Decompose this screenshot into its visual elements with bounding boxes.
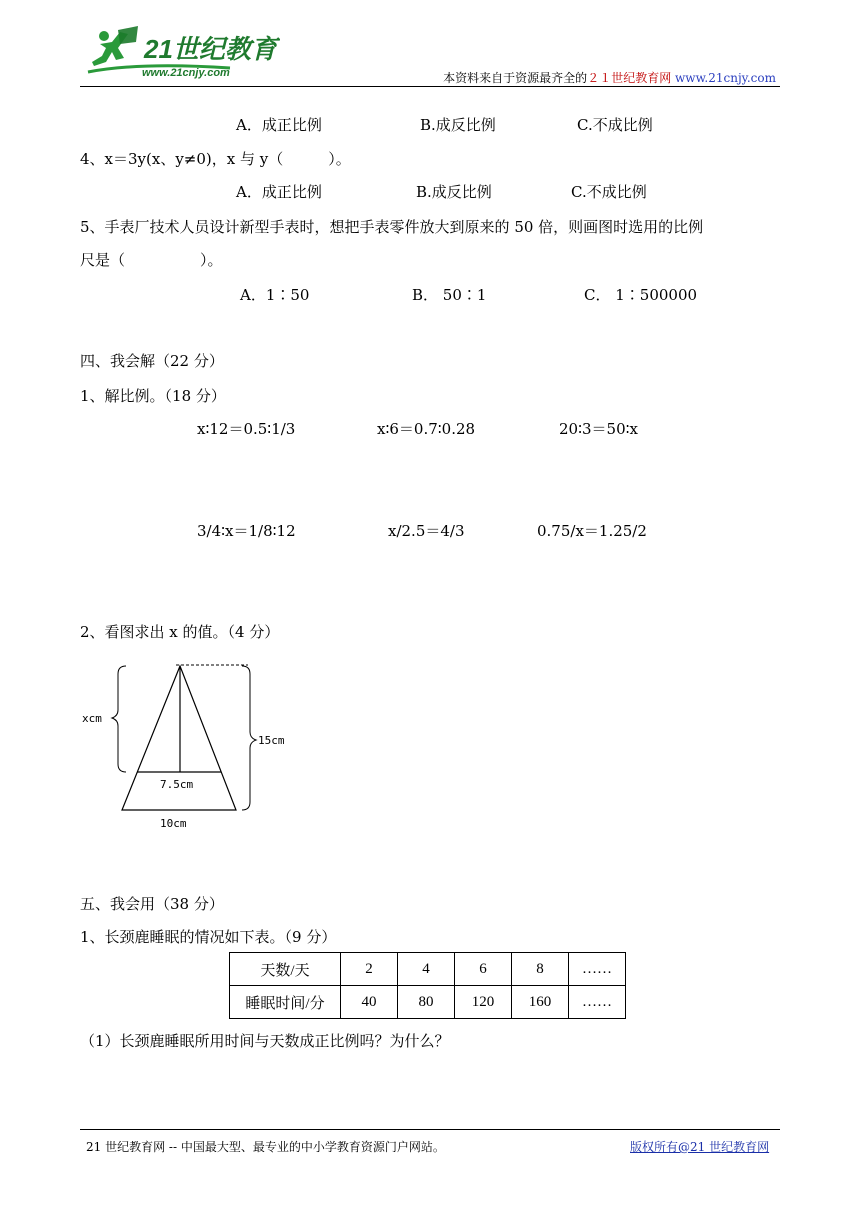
section5-sub1: （1）长颈鹿睡眠所用时间与天数成正比例吗？为什么？ (80, 1032, 450, 1050)
q5-option-c: C． 1∶500000 (584, 286, 698, 304)
section5-q1-title: 1、长颈鹿睡眠的情况如下表。（9 分） (80, 928, 337, 946)
header-note-prefix: 本资料来自于资源最齐全的 (443, 71, 588, 85)
equation-6: 0.75/x＝1.25/2 (537, 522, 647, 540)
logo-url: www.21cnjy.com (142, 67, 230, 79)
table-cell: 天数/天 (230, 953, 341, 986)
header-note (443, 69, 776, 86)
table-cell: …… (569, 953, 626, 986)
q3-option-b: B.成反比例 (420, 116, 496, 134)
equation-2: x∶6＝0.7∶0.28 (377, 420, 476, 438)
table-cell: 120 (455, 986, 512, 1019)
q4-option-b: B.成反比例 (416, 183, 492, 201)
footer-text: 21 世纪教育网 -- 中国最大型、最专业的中小学教育资源门户网站。 (86, 1140, 445, 1154)
q5-option-b: B． 50∶1 (412, 286, 487, 304)
equation-5: x/2.5＝4/3 (388, 522, 465, 540)
header-rule (80, 86, 780, 87)
table-cell: 80 (398, 986, 455, 1019)
triangle-figure (80, 660, 320, 840)
header-note-brand: ２１世纪教育网 (587, 71, 672, 85)
q3-option-c: C.不成比例 (577, 116, 653, 134)
q5-stem-line2: 尺是（ ）。 (80, 251, 223, 269)
header-note-site[interactable]: www.21cnjy.com (675, 71, 776, 85)
left-brace (112, 666, 126, 772)
runner-logo-icon (80, 22, 280, 82)
table-row (230, 953, 626, 986)
q3-option-a: A．成正比例 (236, 116, 322, 134)
site-logo (80, 22, 280, 82)
footer-rule (80, 1129, 780, 1130)
label-x: xcm (82, 712, 102, 725)
footer-copyright-link[interactable]: 版权所有@21 世纪教育网 (630, 1140, 770, 1154)
table-cell: 睡眠时间/分 (230, 986, 341, 1019)
q4-option-a: A．成正比例 (236, 183, 322, 201)
table-cell: 6 (455, 953, 512, 986)
table-cell: 4 (398, 953, 455, 986)
table-cell: 160 (512, 986, 569, 1019)
table-row (230, 986, 626, 1019)
sleep-table (229, 952, 626, 1019)
q5-stem-line1: 5、手表厂技术人员设计新型手表时，想把手表零件放大到原来的 50 倍，则画图时选用的比例 (80, 218, 704, 236)
equation-4: 3/4∶x＝1/8∶12 (197, 522, 296, 540)
table-cell: …… (569, 986, 626, 1019)
right-brace (242, 666, 256, 810)
section4-title: 四、我会解（22 分） (80, 352, 224, 370)
label-10cm: 10cm (160, 817, 187, 830)
q4-stem: 4、x＝3y(x、y≠0)，x 与 y（ ）。 (80, 150, 351, 168)
q4-option-c: C.不成比例 (571, 183, 647, 201)
section4-q1-title: 1、解比例。（18 分） (80, 387, 226, 405)
logo-text: 21世纪教育 (144, 34, 277, 64)
section4-q2-title: 2、看图求出 x 的值。（4 分） (80, 623, 280, 641)
label-7-5cm: 7.5cm (160, 778, 194, 791)
table-cell: 40 (341, 986, 398, 1019)
q5-option-a: A．1∶50 (240, 286, 310, 304)
section5-title: 五、我会用（38 分） (80, 895, 224, 913)
label-15cm: 15cm (258, 734, 285, 747)
table-cell: 8 (512, 953, 569, 986)
equation-3: 20∶3＝50∶x (559, 420, 638, 438)
table-cell: 2 (341, 953, 398, 986)
equation-1: x∶12＝0.5∶1/3 (197, 420, 296, 438)
